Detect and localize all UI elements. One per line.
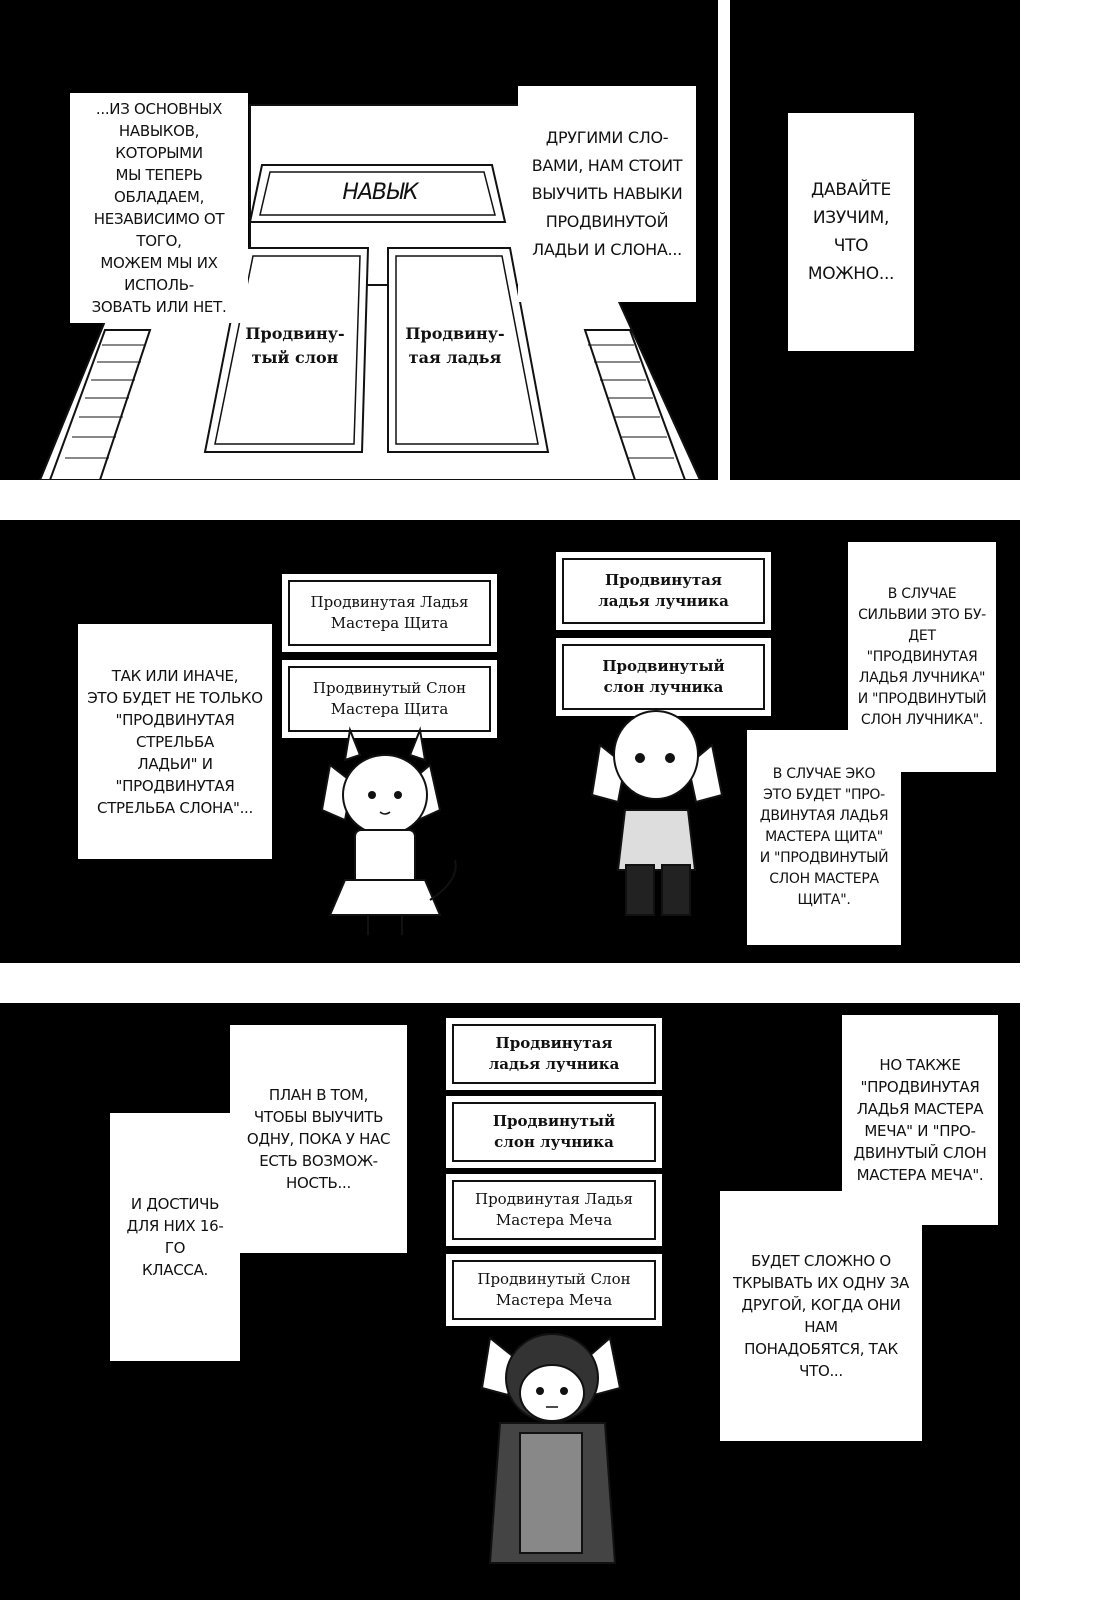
plaque-archer-rook-2: Продвинутая ладья лучника	[446, 1018, 662, 1090]
plaque-archer-rook: Продвинутая ладья лучника	[556, 552, 771, 630]
panel-eco-sylvia	[0, 520, 1020, 963]
plaque-sword-rook: Продвинутая Ладья Мастера Меча	[446, 1174, 662, 1246]
caption-not-only: ТАК ИЛИ ИНАЧЕ, ЭТО БУДЕТ НЕ ТОЛЬКО "ПРОДВИНУТАЯ СТРЕЛЬБА ЛАДЬИ" И "ПРОДВИНУТАЯ СТРЕЛЬБА СЛОНА"...	[78, 624, 272, 859]
panel-lets-study	[730, 0, 1020, 480]
skill-header-label: НАВЫК	[342, 180, 418, 205]
caption-in-other-words: ДРУГИМИ СЛО- ВАМИ, НАМ СТОИТ ВЫУЧИТЬ НАВЫКИ ПРОДВИНУТОЙ ЛАДЬИ И СЛОНА...	[518, 86, 696, 302]
door-label-bishop: Продвину- тый слон	[245, 324, 345, 367]
plaque-shield-bishop: Продвинутый Слон Мастера Щита	[282, 660, 497, 738]
door-label-rook: Продвину- тая ладья	[405, 324, 505, 367]
caption-plan: ПЛАН В ТОМ, ЧТОБЫ ВЫУЧИТЬ ОДНУ, ПОКА У НАС ЕСТЬ ВОЗМОЖ- НОСТЬ...	[230, 1025, 407, 1253]
caption-eco: В СЛУЧАЕ ЭКО ЭТО БУДЕТ "ПРО- ДВИНУТАЯ ЛАДЬЯ МАСТЕРА ЩИТА" И "ПРОДВИНУТЫЙ СЛОН МАСТЕРА ЩИТА".	[747, 730, 901, 945]
caption-sylvia: В СЛУЧАЕ СИЛЬВИИ ЭТО БУ- ДЕТ "ПРОДВИНУТАЯ ЛАДЬЯ ЛУЧНИКА" И "ПРОДВИНУТЫЙ СЛОН ЛУЧНИКА".	[848, 542, 996, 772]
panel-plan	[0, 1003, 1020, 1600]
caption-reach-class: И ДОСТИЧЬ ДЛЯ НИХ 16-ГО КЛАССА.	[110, 1113, 240, 1361]
caption-lets-study: ДАВАЙТЕ ИЗУЧИМ, ЧТО МОЖНО...	[788, 113, 914, 351]
plaque-archer-bishop-2: Продвинутый слон лучника	[446, 1096, 662, 1168]
caption-basic-skills: ...ИЗ ОСНОВНЫХ НАВЫКОВ, КОТОРЫМИ МЫ ТЕПЕРЬ ОБЛАДАЕМ, НЕЗАВИСИМО ОТ ТОГО, МОЖЕМ МЫ ИХ ИСПОЛЬ- ЗОВАТЬ ИЛИ НЕТ.	[70, 93, 248, 323]
plaque-shield-rook: Продвинутая Ладья Мастера Щита	[282, 574, 497, 652]
panel-skill-gate	[0, 0, 718, 480]
plaque-archer-bishop: Продвинутый слон лучника	[556, 638, 771, 716]
plaque-sword-bishop: Продвинутый Слон Мастера Меча	[446, 1254, 662, 1326]
caption-difficult: БУДЕТ СЛОЖНО О ТКРЫВАТЬ ИХ ОДНУ ЗА ДРУГОЙ, КОГДА ОНИ НАМ ПОНАДОБЯТСЯ, ТАК ЧТО...	[720, 1191, 922, 1441]
caption-but-also: НО ТАКЖЕ "ПРОДВИНУТАЯ ЛАДЬЯ МАСТЕРА МЕЧА" И "ПРО- ДВИНУТЫЙ СЛОН МАСТЕРА МЕЧА".	[842, 1015, 998, 1225]
